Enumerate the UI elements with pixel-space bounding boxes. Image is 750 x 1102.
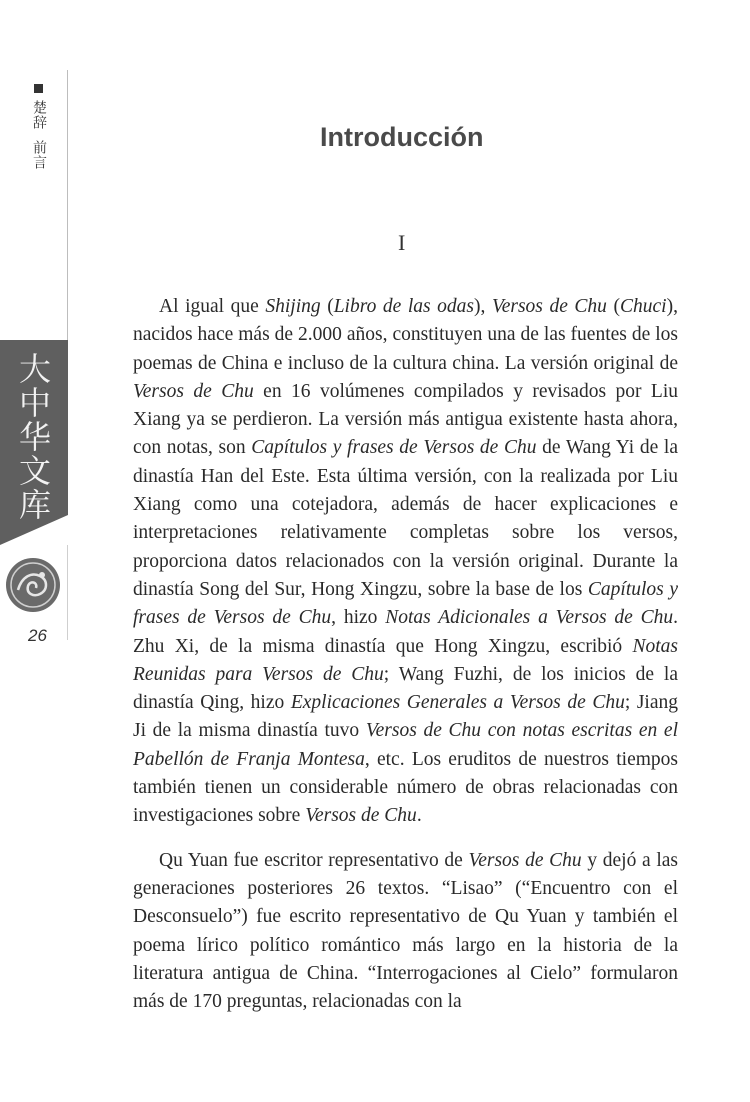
margin-rule: [67, 70, 68, 340]
text-run: . Zhu Xi, de la misma dinastía que Hong Xingzu, escribió: [133, 607, 679, 657]
dragon-seal-icon: [4, 556, 62, 614]
text-run: , etc. Los eruditos de nuestros tiempos también tienen un considerable número de obras relacionadas con investigaciones sobre: [133, 748, 678, 827]
text-run: , hizo: [331, 607, 386, 629]
text-run: Al igual que: [159, 296, 266, 317]
page-number: 26: [28, 626, 47, 645]
body-paragraph: [133, 293, 678, 831]
text-run: .: [416, 805, 422, 827]
running-header-section: 前言: [31, 140, 47, 170]
italic-title-run: Versos de Chu: [491, 296, 607, 317]
italic-title-run: Chuci: [620, 296, 667, 317]
text-run: (: [320, 296, 334, 317]
italic-title-run: Versos de Chu: [133, 380, 254, 402]
italic-title-run: Shijing: [265, 296, 321, 317]
section-numeral: I: [398, 230, 406, 255]
running-header-book: 楚辞: [31, 100, 47, 130]
body-text: [133, 293, 678, 1032]
series-banner-text: 大中华文库: [14, 352, 52, 522]
margin-rule-lower: [67, 540, 68, 640]
text-run: en 16 volúmenes compilados y revisados por Liu Xiang ya se perdieron. La versión más antigua existente hasta ahora, con notas, son: [133, 380, 678, 459]
italic-title-run: Capítulos y frases de Versos de Chu: [251, 437, 537, 459]
text-run: ),: [474, 296, 492, 317]
italic-title-run: Versos de Chu: [468, 849, 582, 871]
page-title: Introducción: [320, 122, 484, 152]
text-run: Qu Yuan fue escritor representativo de: [159, 849, 469, 871]
running-header: [32, 100, 46, 170]
banner-notch: [0, 515, 68, 545]
italic-title-run: Notas Adicionales a Versos de Chu: [385, 607, 674, 629]
text-run: y dejó a las generaciones posteriores 26 textos. “Lisao” (“Encuentro con el Desconsuelo”) fue escrito representativo de Qu Yuan y también el poema lírico político romántico más largo en la historia de la literatura antigua de China. “Interrogaciones al Cielo” formularon más de 170 preguntas, relacionadas con la: [133, 849, 678, 1013]
text-run: ; Wang Fuzhi, de los inicios de la dinastía Qing, hizo: [133, 663, 678, 714]
body-paragraph: [133, 847, 678, 1017]
italic-title-run: Notas Reunidas para Versos de Chu: [133, 635, 678, 685]
text-run: (: [606, 296, 620, 317]
italic-title-run: Explicaciones Generales a Versos de Chu: [290, 692, 625, 714]
italic-title-run: Capítulos y frases de Versos de Chu: [133, 578, 678, 629]
italic-title-run: Libro de las odas: [333, 296, 475, 317]
italic-title-run: Versos de Chu con notas escritas en el Pabellón de Franja Montesa: [133, 720, 678, 770]
text-run: de Wang Yi de la dinastía Han del Este. Esta última versión, con la realizada por Liu Xiang como una cotejadora, además de hacer explicaciones e interpretaciones relativamente completas sobre los versos, proporciona datos relacionados con la versión original. Durante la dinastía Song del Sur, Hong Xingzu, sobre la base de los: [133, 437, 678, 600]
header-square-bullet: [34, 84, 43, 93]
italic-title-run: Versos de Chu: [305, 805, 417, 827]
text-run: ; Jiang Ji de la misma dinastía tuvo: [133, 692, 678, 742]
text-run: ), nacidos hace más de 2.000 años, constituyen una de las fuentes de los poemas de China e incluso de la cultura china. La versión original de: [133, 296, 678, 374]
